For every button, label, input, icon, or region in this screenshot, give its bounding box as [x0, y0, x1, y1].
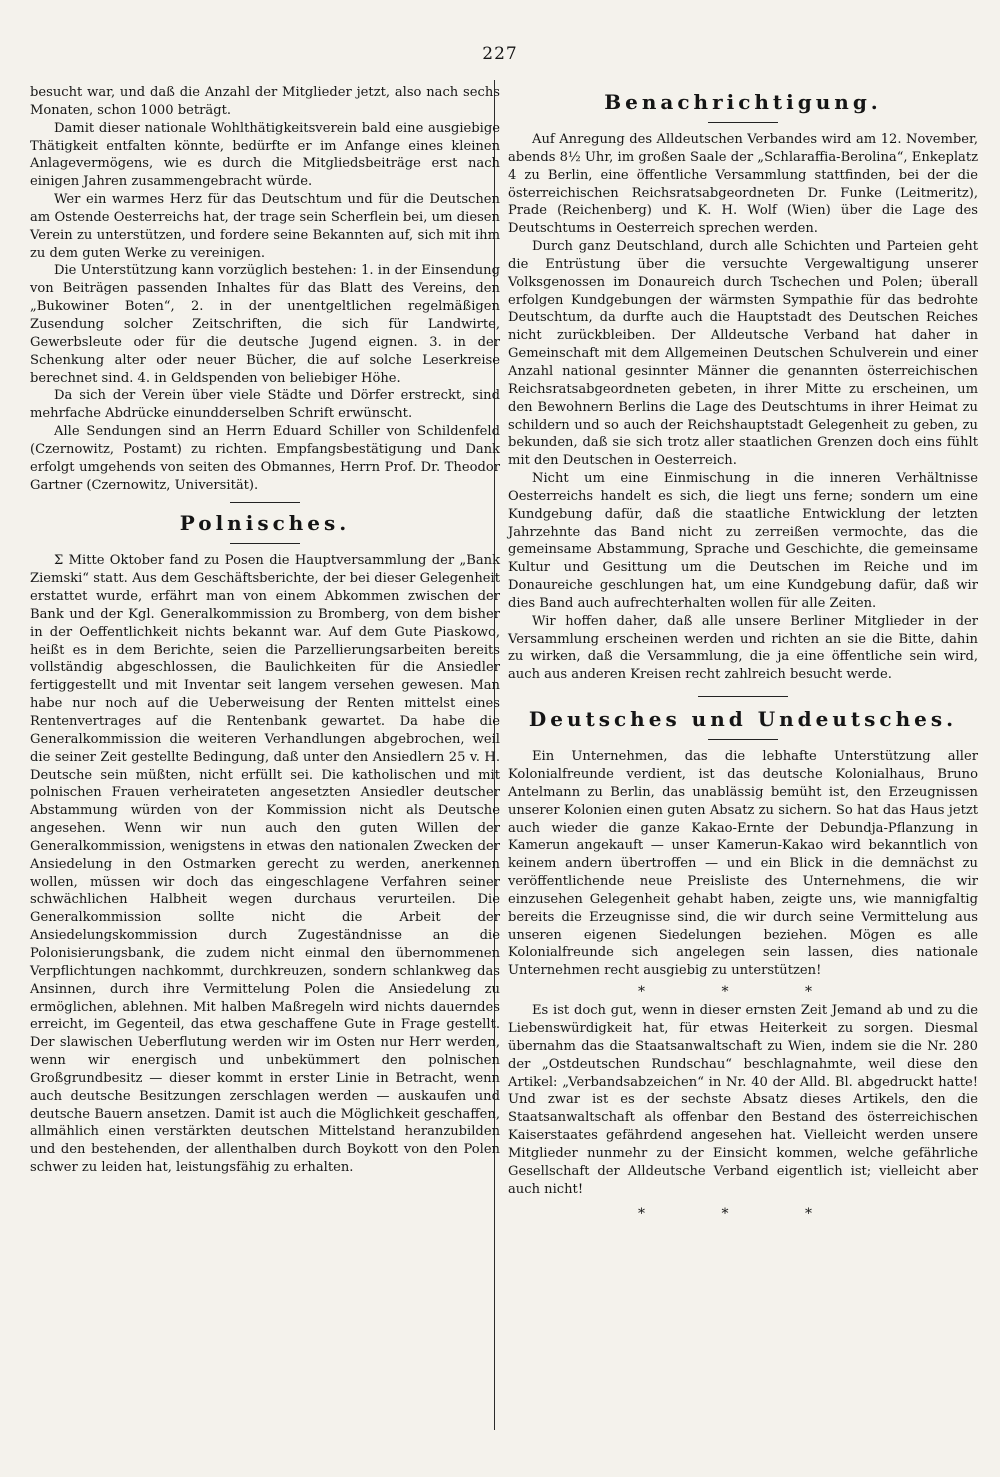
left-column [30, 84, 500, 1177]
paragraph: Σ Mitte Oktober fand zu Posen die Hauptversammlung der „Bank Ziemski“ statt. Aus dem Geschäftsberichte, der bei dieser Gelegenheit erstattet wurde, erfährt man von einem Abkommen zwischen der Bank und der Kgl. Generalkommission zu Bromberg, von dem bisher in der Oeffentlichkeit nichts bekannt war. Auf dem Gute Piaskowo, heißt es in dem Berichte, seien die Parzellierungsarbeiten bereits vollständig abgeschlossen, die Baulichkeiten für die Ansiedler fertiggestellt und mit Inventar seit langem versehen gewesen. Man habe nur noch auf die Ueberweisung der Renten mittelst eines Rentenvertrages auf die Rentenbank gewartet. Da habe die Generalkommission die weiteren Verhandlungen abgebrochen, weil die seiner Zeit gestellte Bedingung, daß unter den Ansiedlern 25 v. H. Deutsche sein müßten, nicht erfüllt sei. Die katholischen und mit polnischen Frauen verheirateten angesetzten Ansiedler deutscher Abstammung würden von der Kommission nicht als Deutsche angesehen. Wenn wir nun auch den guten Willen der Generalkommission, wenigstens in etwas den nationalen Zwecken der Ansiedelung in den Ostmarken gerecht zu werden, anerkennen wollen, müssen wir doch das eingeschlagene Verfahren seiner schwächlichen Halbheit wegen durchaus verurteilen. Die Generalkommission sollte nicht die Arbeit der Ansiedelungskommission durch Zugeständnisse an die Polonisierungsbank, die zudem nicht einmal den übernommenen Verpflichtungen nachkommt, durchkreuzen, sondern schlankweg das Ansinnen, durch ihre Vermittelung Polen die Ansiedelung zu ermöglichen, ablehnen. Mit halben Maßregeln wird nichts dauerndes erreicht, im Gegenteil, das etwa geschaffene Gute in Frage gestellt. Der slawischen Ueberflutung werden wir im Osten nur Herr werden, wenn wir energisch und unbekümmert den polnischen Großgrundbesitz — dieser kommt in erster Linie in Betracht, wenn auch deutsche Besitzungen zerschlagen werden — auskaufen und deutsche Bauern ansetzen. Damit ist auch die Möglichkeit geschaffen, allmählich einen verstärkten deutschen Mittelstand heranzubilden und den bestehenden, der allenthalben durch Boykott von den Polen schwer zu leiden hat, leistungsfähig zu erhalten. [30, 553, 500, 1176]
star-separator: * * * [638, 1206, 848, 1223]
heading-underline [708, 122, 778, 123]
section-separator [698, 696, 788, 697]
paragraph: Auf Anregung des Alldeutschen Verbandes wird am 12. November, abends 8½ Uhr, im großen Saale der „Schlaraffia-Berolina“, Enkeplatz 4 zu Berlin, eine öffentliche Versammlung stattfinden, bei der die österreichischen Reichsratsabgeordneten Dr. Funke (Leitmeritz), Prade (Reichenberg) und K. H. Wolf (Wien) über die Lage des Deutschtums in Oesterreich sprechen werden. [508, 132, 978, 237]
page-number: 227 [482, 44, 518, 64]
heading-underline [230, 543, 300, 544]
paragraph: Durch ganz Deutschland, durch alle Schichten und Parteien geht die Entrüstung über die versuchte Vergewaltigung unserer Volksgenossen im Donaureich durch Tschechen und Polen; überall erfolgen Kundgebungen der wärmsten Sympathie für das bedrohte Deutschtum, da durfte auch die Hauptstadt des Deutschen Reiches nicht zurückbleiben. Der Alldeutsche Verband hat daher in Gemeinschaft mit dem Allgemeinen Deutschen Schulverein und einer Anzahl national gesinnter Männer die genannten österreichischen Reichsratsabgeordneten gebeten, in ihrer Mitte zu erscheinen, um den Bewohnern Berlins die Lage des Deutschtums in ihrer Heimat zu schildern und so auch der Reichshauptstadt Gelegenheit zu geben, zu bekunden, daß sie sich trotz aller staatlichen Grenzen doch eins fühlt mit den Deutschen in Oesterreich. [508, 239, 978, 469]
star-separator: * * * [638, 984, 848, 1001]
paragraph: Die Unterstützung kann vorzüglich bestehen: 1. in der Einsendung von Beiträgen passenden Inhaltes für das Blatt des Vereins, den „Bukowiner Boten“, 2. in der unentgeltlichen regelmäßigen Zusendung solcher Zeitschriften, die sich für Landwirte, Gewerbsleute oder für die deutsche Jugend eignen. 3. in der Schenkung alter oder neuer Bücher, die auf solche Leserkreise berechnet sind. 4. in Geldspenden von beliebiger Höhe. [30, 263, 500, 386]
right-column [508, 84, 978, 1224]
section-separator [230, 502, 300, 503]
section-heading-benachrichtigung: Benachrichtigung. [604, 90, 882, 114]
heading-underline [708, 739, 778, 740]
paragraph: Da sich der Verein über viele Städte und Dörfer erstreckt, sind mehrfache Abdrücke einundderselben Schrift erwünscht. [30, 388, 500, 422]
paragraph: Ein Unternehmen, das die lebhafte Unterstützung aller Kolonialfreunde verdient, ist das deutsche Kolonialhaus, Bruno Antelmann zu Berlin, das unablässig bemüht ist, den Erzeugnissen unserer Kolonien einen guten Absatz zu sichern. So hat das Haus jetzt auch wieder die ganze Kakao-Ernte der Debundja-Pflanzung in Kamerun angekauft — unser Kamerun-Kakao wird bekanntlich von keinem andern übertroffen — und ein Blick in die demnächst zu veröffentlichende neue Preisliste des Unternehmens, die wir einzusehen Gelegenheit gehabt haben, zeigte uns, wie mannigfaltig bereits die Erzeugnisse sind, die wir durch seine Vermittelung aus unseren eigenen Siedelungen beziehen. Mögen es alle Kolonialfreunde sich angelegen sein lassen, dies nationale Unternehmen recht ausgiebig zu unterstützen! [508, 749, 978, 979]
section-heading-polnisches: Polnisches. [179, 511, 351, 536]
paragraph: besucht war, und daß die Anzahl der Mitglieder jetzt, also nach sechs Monaten, schon 1000 beträgt. [30, 85, 500, 118]
section-heading-deutsches-und-undeutsches: Deutsches und Undeutsches. [528, 707, 958, 732]
paragraph: Wer ein warmes Herz für das Deutschtum und für die Deutschen am Ostende Oesterreichs hat, der trage sein Scherflein bei, um diesen Verein zu unterstützen, und fordere seine Bekannten auf, sich mit ihm zu dem guten Werke zu vereinigen. [30, 192, 500, 261]
paragraph: Wir hoffen daher, daß alle unsere Berliner Mitglieder in der Versammlung erscheinen werden und richten an sie die Bitte, dahin zu wirken, daß die Versammlung, die ja eine öffentliche sein wird, auch aus anderen Kreisen recht zahlreich besucht werde. [508, 613, 978, 683]
paragraph: Es ist doch gut, wenn in dieser ernsten Zeit Jemand ab und zu die Liebenswürdigkeit hat, für etwas Heiterkeit zu sorgen. Diesmal übernahm das die Staatsanwaltschaft zu Wien, indem sie die Nr. 280 der „Ostdeutschen Rundschau“ beschlagnahmte, weil diese den Artikel: „Verbandsabzeichen“ in Nr. 40 der Alld. Bl. abgedruckt hatte! Und zwar ist es der sechste Absatz dieses Artikels, den die Staatsanwaltschaft als offenbar den Bestand des österreichischen Kaiserstaates gefährdend angesehen hat. Vielleicht werden unsere Mitglieder nunmehr zu der Einsicht kommen, welche gefährliche Gesellschaft der Alldeutsche Verband eigentlich ist; vielleicht aber auch nicht! [508, 1003, 978, 1197]
paragraph: Damit dieser nationale Wohlthätigkeitsverein bald eine ausgiebige Thätigkeit entfalten könnte, bedürfte er im Anfange eines kleinen Anlagevermögens, wie es durch die Mitgliedsbeiträge erst nach einigen Jahren zusammengebracht würde. [30, 120, 500, 190]
paragraph: Alle Sendungen sind an Herrn Eduard Schiller von Schildenfeld (Czernowitz, Postamt) zu richten. Empfangsbestätigung und Dank erfolgt umgehends von seiten des Obmannes, Herrn Prof. Dr. Theodor Gartner (Czernowitz, Universität). [30, 424, 500, 493]
paragraph: Nicht um eine Einmischung in die inneren Verhältnisse Oesterreichs handelt es sich, die liegt uns ferne; sondern um eine Kundgebung dafür, daß die staatliche Entwicklung der letzten Jahrzehnte das Band nicht zu zerreißen vermochte, das die gemeinsame Abstammung, Sprache und Geschichte, die gemeinsame Kultur und Gesittung um die Deutschen im Reiche und im Donaureiche geschlungen hat, um eine Kundgebung dafür, daß wir dies Band auch aufrechterhalten wollen für alle Zeiten. [508, 471, 978, 611]
